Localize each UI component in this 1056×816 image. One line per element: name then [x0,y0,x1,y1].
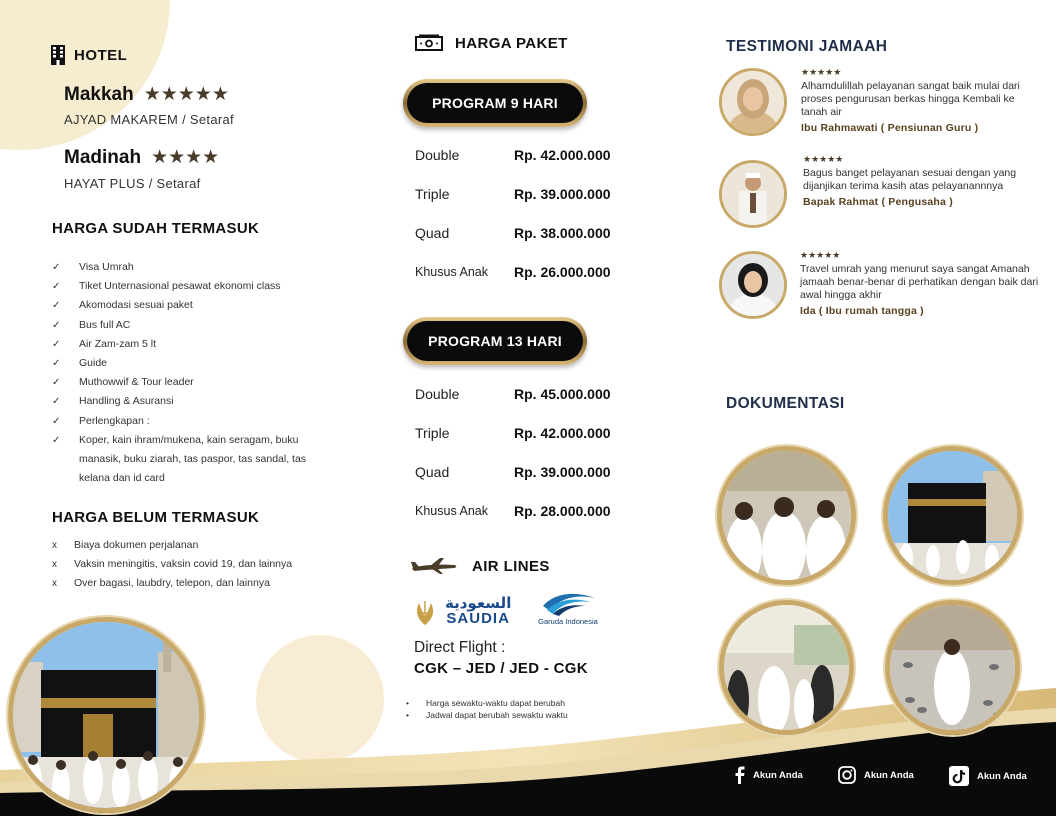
hotel-heading [50,44,127,66]
facebook-account: Akun Anda [753,769,803,781]
list-item [52,258,306,277]
price-row [415,425,655,441]
makkah-hotel-name: AJYAD MAKAREM / Setaraf [64,112,234,127]
list-item-text: Vaksin meningitis, vaksin covid 19, dan lainnya [74,558,293,571]
room-price: Rp. 28.000.000 [514,503,611,519]
room-price: Rp. 26.000.000 [514,264,611,280]
x-icon: x [52,540,57,551]
makkah-city-label: Makkah [64,83,134,105]
madinah-hotel-name: HAYAT PLUS / Setaraf [64,176,201,191]
testimonial-author: Ibu Rahmawati ( Pensiunan Guru ) [801,122,979,134]
room-price: Rp. 42.000.000 [514,425,611,441]
list-item-text: Akomodasi sesuai paket [79,299,193,312]
testimonial-author: Ida ( Ibu rumah tangga ) [800,305,924,317]
tiktok-icon [949,766,969,786]
check-icon: ✓ [52,338,61,350]
price-row [415,264,655,280]
documentation-photo-4 [885,600,1020,735]
price-row [415,503,655,519]
x-icon: x [52,559,57,571]
airplane-icon [410,557,458,575]
pilgrims-group-art [722,451,851,580]
program-9-badge [403,79,587,127]
documentation-photo-1 [717,446,856,585]
list-item-text: Over bagasi, laubdry, telepon, dan lainnya [74,577,270,590]
airlines-heading-text: AIR LINES [472,557,550,575]
tiktok-account: Akun Anda [977,770,1027,782]
airlines-heading [410,557,550,575]
madinah-star-rating: ★★★★ [151,147,220,168]
list-item-text: Air Zam-zam 5 lt [79,337,157,350]
facebook-link[interactable] [733,766,803,784]
flight-route: CGK – JED / JED - CGK [414,660,588,677]
bullet-icon: • [406,710,409,720]
list-item-text: manasik, buku ziarah, tas paspor, tas sandal, tas [79,453,307,466]
room-type: Double [415,147,460,163]
check-icon: ✓ [52,281,61,293]
program-9-title: PROGRAM 9 HARI [407,83,583,123]
testimonial-quote: Alhamdulillah pelayanan sangat baik mulai dari proses pengurusan berkas hingga Kembali ke tanah air [801,80,1020,118]
instagram-link[interactable] [838,766,914,784]
list-item-text: Biaya dokumen perjalanan [74,539,199,551]
price-row [415,464,655,480]
avatar-2-art [722,163,784,225]
list-item [52,373,306,392]
list-item [52,431,306,450]
kaaba-photo [8,617,204,813]
program-13-title: PROGRAM 13 HARI [407,321,583,361]
check-icon: ✓ [52,434,61,446]
room-price: Rp. 39.000.000 [514,186,611,202]
testimonial-author: Bapak Rahmat ( Pengusaha ) [803,196,953,208]
room-price: Rp. 42.000.000 [514,147,611,163]
price-row [415,186,655,202]
note-item [406,709,568,721]
garuda-name: Garuda Indonesia [538,617,598,626]
testimonial-stars: ★★★★★ [801,67,842,77]
testimonials-heading: TESTIMONI JAMAAH [726,38,888,55]
testimonial-2 [803,154,1043,208]
room-type: Double [415,386,460,402]
list-item [52,392,306,411]
pigeons-pilgrim-art [890,605,1015,730]
saudia-english: SAUDIA [446,610,510,627]
check-icon: ✓ [52,358,61,370]
testimonial-stars: ★★★★★ [800,250,841,260]
excluded-title: HARGA BELUM TERMASUK [52,509,260,526]
note-text: Jadwal dapat berubah sewaktu waktu [426,710,568,720]
list-item-text: Koper, kain ihram/mukena, kain seragam, buku [79,433,299,446]
testimonial-stars: ★★★★★ [803,154,844,164]
documentation-photo-2 [883,446,1022,585]
saudia-emblem-icon [411,597,439,627]
testimonial-3 [800,250,1040,317]
makkah-star-rating: ★★★★★ [143,84,229,105]
building-icon [50,44,66,66]
room-type: Quad [415,225,450,241]
room-type: Khusus Anak [415,504,488,518]
testimonial-quote: Travel umrah yang menurut saya sangat Amanah jamaah benar-benar di perhatikan dengan baik dari awal hingga akhir [800,263,1039,301]
list-item-text: kelana dan id card [79,472,165,485]
included-list [52,258,306,488]
garuda-bird-icon [537,588,599,616]
check-icon: ✓ [52,319,61,331]
documentation-photo-3 [719,600,854,735]
price-row [415,225,655,241]
price-row [415,147,655,163]
list-item [52,335,306,354]
list-item-text: Muthowwif & Tour leader [79,376,194,389]
avatar [719,251,787,319]
avatar [719,160,787,228]
list-item [52,574,292,593]
room-type: Khusus Anak [415,265,488,279]
tiktok-link[interactable] [949,766,1027,786]
direct-flight-label: Direct Flight : [414,639,506,656]
documentation-heading: DOKUMENTASI [726,395,845,412]
instagram-icon [838,766,856,784]
garuda-logo [537,588,599,626]
kaaba-small-art [888,451,1017,580]
list-item [52,277,306,296]
list-item-text: Handling & Asuransi [79,395,174,408]
avatar [719,68,787,136]
kaaba-photo-art [13,622,199,808]
testimonial-quote: Bagus banget pelayanan sesuai dengan yang dijanjikan terima kasih atas pelayanannnya [803,167,1017,192]
list-item [52,354,306,373]
included-title: HARGA SUDAH TERMASUK [52,220,260,237]
x-icon: x [52,578,57,590]
list-item-continued [52,450,306,469]
room-type: Triple [415,425,450,441]
makkah-city [64,83,229,106]
package-heading [415,34,568,52]
package-heading-text: HARGA PAKET [455,34,568,52]
testimonial-1 [801,67,1041,134]
hotel-heading-text: HOTEL [74,46,128,64]
saudia-logo [411,596,511,627]
room-type: Triple [415,186,450,202]
room-price: Rp. 45.000.000 [514,386,611,402]
check-icon: ✓ [52,262,61,273]
madinah-city-label: Madinah [64,146,142,168]
list-item-text: Tiket Unternasional pesawat ekonomi class [79,280,281,293]
price-row [415,386,655,402]
note-text: Harga sewaktu-waktu dapat berubah [426,698,565,708]
street-crowd-art [724,605,849,730]
list-item-text: Visa Umrah [79,261,134,273]
list-item-continued [52,469,306,488]
check-icon: ✓ [52,396,61,408]
list-item [52,555,292,574]
program-13-badge [403,317,587,365]
check-icon: ✓ [52,415,61,427]
saudia-arabic: السعودية [445,594,512,612]
check-icon: ✓ [52,377,61,389]
room-price: Rp. 38.000.000 [514,225,611,241]
saudia-wordmark [445,596,511,627]
list-item [52,316,306,335]
check-icon: ✓ [52,300,61,312]
room-price: Rp. 39.000.000 [514,464,611,480]
facebook-icon [733,766,745,784]
avatar-3-art [722,254,784,316]
bullet-icon: • [406,698,409,708]
list-item [52,296,306,315]
room-type: Quad [415,464,450,480]
avatar-1-art [722,71,784,133]
list-item-text: Perlengkapan : [79,414,150,427]
list-item-text: Guide [79,357,108,370]
list-item [52,412,306,431]
madinah-city [64,146,219,169]
instagram-account: Akun Anda [864,769,914,781]
list-item-text: Bus full AC [79,318,131,331]
excluded-list [52,536,292,594]
note-item [406,697,568,709]
list-item [52,536,292,555]
money-icon [415,34,443,52]
price-notes [406,697,568,721]
